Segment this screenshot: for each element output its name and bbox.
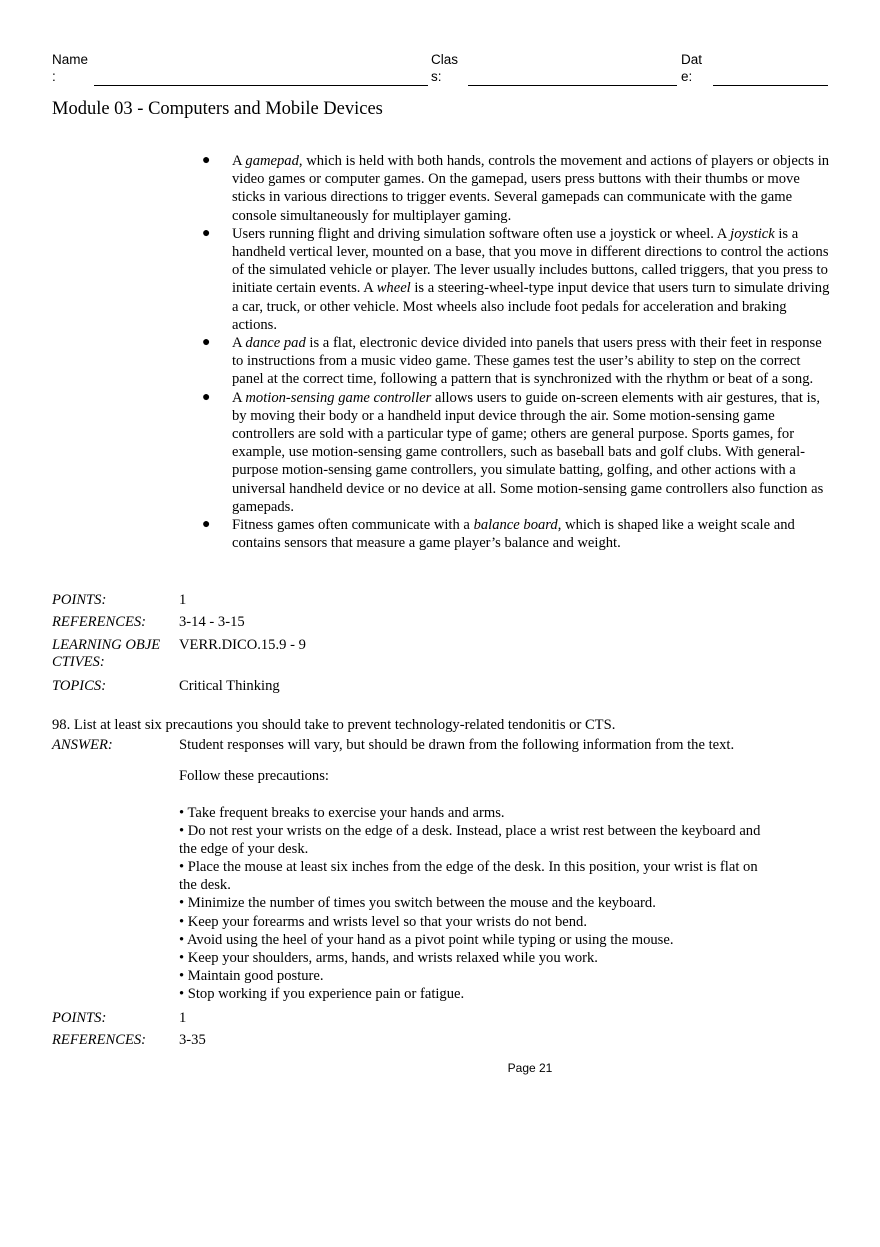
bullet-icon: ● <box>202 517 211 533</box>
bullet-icon: ● <box>202 389 211 405</box>
list-item: • Avoid using the heel of your hand as a pivot point while typing or using the mouse. <box>179 931 674 948</box>
list-item: • Take frequent breaks to exercise your hands and arms. <box>179 805 505 821</box>
list-item: • Minimize the number of times you switch between the mouse and the keyboard. <box>179 895 656 912</box>
list-item: • Place the mouse at least six inches from the edge of the desk. In this position, your wrist is flat on <box>179 859 758 876</box>
bullet-item-joystick: ● Users running flight and driving simulation software often use a joystick or wheel. A joystick is a handheld vertical lever, mounted on a base, that you move in different directions to control the actions of the simulated vehicle or player. The lever usually includes buttons, called triggers, that you press to initiate certain events. A wheel is a steering-wheel-type input device that users turn to simulate driving a car, truck, or other vehicle. Most wheels also include foot pedals for acceleration and braking actions. <box>202 225 830 333</box>
page-title: Module 03 - Computers and Mobile Devices <box>52 99 383 119</box>
date-label: Dat e: <box>681 52 703 84</box>
class-field[interactable] <box>468 85 677 86</box>
list-item: the desk. <box>179 877 231 894</box>
answer-follow: Follow these precautions: <box>179 768 329 784</box>
bullet-list <box>200 152 832 552</box>
bullet-icon: ● <box>202 335 211 351</box>
learning-objectives-label: LEARNING OBJE CTIVES: <box>52 637 161 670</box>
name-label: Name : <box>52 52 89 84</box>
bullet-icon: ● <box>202 153 211 168</box>
class-label: Clas s: <box>431 52 459 84</box>
list-item: • Stop working if you experience pain or fatigue. <box>179 985 465 1002</box>
answer-list <box>179 804 819 1003</box>
question-text: 98. List at least six precautions you should take to prevent technology-related tendonitis or CTS. <box>52 717 616 733</box>
date-field[interactable] <box>713 85 828 86</box>
name-field[interactable] <box>94 85 428 86</box>
page-number: Page 21 <box>507 1061 553 1075</box>
bullet-item-dance-pad: ● A dance pad is a flat, electronic device divided into panels that users press with their feet in response to instructions from a music video game. These games test the user’s ability to step on the correct panel at the correct time, following a pattern that is synchronized with the rhythm or beat of a song. <box>202 335 822 388</box>
list-item: • Maintain good posture. <box>179 967 324 984</box>
bullet-item-motion-sensing: ● A motion-sensing game controller allows users to guide on-screen elements with air gestures, that is, by moving their body or a handheld input device through the air. Some motion-sensing game controllers are sold with a particular type of game; others are general purpose. Sports games, for example, use motion-sensing game controllers, such as baseball bats and golf clubs. With general-purpose motion-sensing game controllers, you simulate batting, golfing, and other actions with a universal handheld device or no device at all. Some motion-sensing game controllers also function as gamepads. <box>202 389 824 515</box>
bullet-item-gamepad: ● A gamepad, which is held with both hands, controls the movement and actions of players or objects in video games or computer games. On the gamepad, users press buttons with their thumbs or move sticks in various directions to trigger events. Several gamepads can communicate with the game console simultaneously for multiplayer gaming. <box>202 153 830 224</box>
bullet-icon: ● <box>202 225 211 241</box>
list-item: • Keep your forearms and wrists level so that your wrists do not bend. <box>179 913 587 930</box>
bullet-item-balance-board: ● Fitness games often communicate with a balance board, which is shaped like a weight scale and contains sensors that measure a game player’s balance and weight. <box>202 517 795 552</box>
list-item: the edge of your desk. <box>179 841 309 858</box>
list-item: • Do not rest your wrists on the edge of a desk. Instead, place a wrist rest between the keyboard and <box>179 823 761 840</box>
list-item: • Keep your shoulders, arms, hands, and wrists relaxed while you work. <box>179 949 598 966</box>
